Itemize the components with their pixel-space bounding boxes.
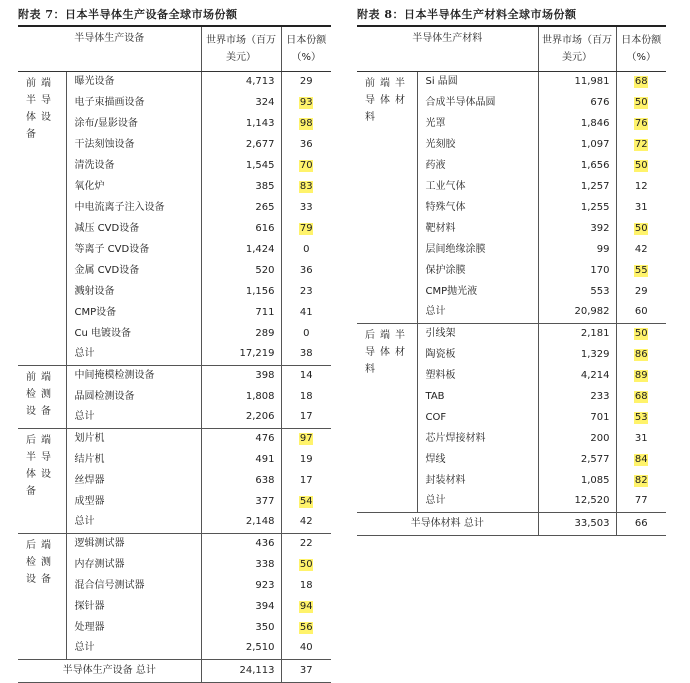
table-row [18,71,331,92]
market-value: 4,713 [201,71,281,92]
item-name: 减压 CVD设备 [66,218,201,239]
market-value: 520 [201,260,281,281]
table7-header-item: 半导体生产设备 [18,27,201,71]
item-name: 中间掩模检测设备 [66,365,201,386]
market-value: 638 [201,470,281,491]
share-cell [616,428,666,449]
market-value: 20,982 [538,302,616,323]
share-value: 94 [299,600,313,612]
item-name: 中电流离子注入设备 [66,197,201,218]
share-value: 31 [634,201,648,213]
share-value: 54 [299,495,313,507]
item-name: 内存测试器 [66,554,201,575]
market-value: 1,097 [538,134,616,155]
share-value: 68 [634,75,648,87]
share-value: 17 [299,411,313,423]
market-value: 1,255 [538,197,616,218]
table7-header-share: 日本份额（%） [281,27,331,71]
share-value: 50 [634,159,648,171]
market-value: 476 [201,428,281,449]
category-cell: 后端半导体材料 [357,323,417,512]
market-value: 392 [538,218,616,239]
item-name: 总计 [66,512,201,533]
share-cell [281,71,331,92]
share-cell [616,92,666,113]
share-value: 18 [299,579,313,591]
share-value: 72 [634,138,648,150]
item-name: Cu 电镀设备 [66,323,201,344]
market-value: 2,206 [201,407,281,428]
share-cell [281,176,331,197]
table7-header-market: 世界市场（百万美元） [201,27,281,71]
item-name: 成型器 [66,491,201,512]
grand-total-market: 33,503 [538,512,616,535]
market-value: 2,148 [201,512,281,533]
share-cell [281,638,331,659]
item-name: CMP设备 [66,302,201,323]
table-row [18,365,331,386]
share-value: 29 [299,75,313,87]
share-value: 82 [634,474,648,486]
share-value: 41 [299,306,313,318]
category-cell: 后端半导体设备 [18,428,66,533]
market-value: 1,545 [201,155,281,176]
share-cell [281,512,331,533]
share-cell [281,302,331,323]
grand-total-label: 半导体材料 总计 [357,512,538,535]
item-name: 特殊气体 [417,197,538,218]
market-value: 2,577 [538,449,616,470]
share-cell [281,533,331,554]
table7-header-row [18,27,331,71]
share-value: 0 [303,243,310,255]
table8-header-item: 半导体生产材料 [357,27,538,71]
share-value: 55 [634,264,648,276]
item-name: 光刻胶 [417,134,538,155]
share-value: 42 [634,243,648,255]
share-value: 53 [634,411,648,423]
table-row [357,71,666,92]
share-cell [616,176,666,197]
share-value: 14 [299,369,313,381]
market-value: 200 [538,428,616,449]
share-cell [616,386,666,407]
item-name: 合成半导体晶圆 [417,92,538,113]
share-cell [616,113,666,134]
market-value: 12,520 [538,491,616,512]
item-name: 干法刻蚀设备 [66,134,201,155]
table-row [18,428,331,449]
share-value: 36 [299,138,313,150]
item-name: TAB [417,386,538,407]
share-cell [281,113,331,134]
item-name: 芯片焊接材料 [417,428,538,449]
share-value: 77 [634,495,648,507]
table8-header-share: 日本份额（%） [616,27,666,71]
share-value: 12 [634,180,648,192]
market-value: 1,656 [538,155,616,176]
grand-total-label: 半导体生产设备 总计 [18,659,201,682]
share-cell [616,470,666,491]
item-name: 工业气体 [417,176,538,197]
share-value: 33 [299,201,313,213]
share-value: 56 [299,621,313,633]
market-value: 11,981 [538,71,616,92]
grand-total-share: 66 [616,512,666,535]
table7 [18,27,331,683]
item-name: 药液 [417,155,538,176]
share-value: 38 [299,348,313,360]
share-cell [616,344,666,365]
grand-total-row [18,659,331,682]
table8-header-market: 世界市场（百万美元） [538,27,616,71]
market-value: 1,257 [538,176,616,197]
share-cell [616,260,666,281]
market-value: 1,808 [201,386,281,407]
item-name: 电子束描画设备 [66,92,201,113]
share-cell [616,281,666,302]
market-value: 701 [538,407,616,428]
table8-header-row [357,27,666,71]
share-cell [616,302,666,323]
share-value: 89 [634,369,648,381]
share-cell [616,491,666,512]
grand-total-share: 37 [281,659,331,682]
market-value: 676 [538,92,616,113]
item-name: 光罩 [417,113,538,134]
table-row [357,323,666,344]
share-value: 79 [299,222,313,234]
market-value: 711 [201,302,281,323]
item-name: 逻辑测试器 [66,533,201,554]
share-cell [281,554,331,575]
market-value: 233 [538,386,616,407]
share-cell [616,218,666,239]
share-cell [281,155,331,176]
share-cell [281,407,331,428]
table7-body [18,71,331,682]
category-cell: 后端检测设备 [18,533,66,659]
market-value: 1,329 [538,344,616,365]
category-cell: 前端检测设备 [18,365,66,428]
share-cell [616,449,666,470]
item-name: 丝焊器 [66,470,201,491]
share-value: 93 [299,96,313,108]
share-cell [281,470,331,491]
market-value: 1,085 [538,470,616,491]
market-value: 350 [201,617,281,638]
share-value: 76 [634,117,648,129]
item-name: 层间绝缘涂膜 [417,239,538,260]
item-name: 涂布/显影设备 [66,113,201,134]
share-value: 36 [299,264,313,276]
market-value: 553 [538,281,616,302]
share-value: 17 [299,474,313,486]
share-value: 19 [299,453,313,465]
share-value: 50 [634,96,648,108]
share-cell [281,449,331,470]
share-value: 22 [299,537,313,549]
share-value: 50 [634,327,648,339]
item-name: 陶瓷板 [417,344,538,365]
item-name: 靶材料 [417,218,538,239]
item-name: 焊线 [417,449,538,470]
share-cell [616,323,666,344]
share-value: 98 [299,117,313,129]
item-name: 等离子 CVD设备 [66,239,201,260]
market-value: 338 [201,554,281,575]
market-value: 2,677 [201,134,281,155]
share-cell [616,365,666,386]
grand-total-market: 24,113 [201,659,281,682]
share-cell [616,134,666,155]
share-value: 50 [634,222,648,234]
share-cell [281,260,331,281]
share-cell [616,71,666,92]
share-value: 70 [299,159,313,171]
item-name: 溅射设备 [66,281,201,302]
market-value: 1,846 [538,113,616,134]
share-cell [281,575,331,596]
item-name: 探针器 [66,596,201,617]
market-value: 616 [201,218,281,239]
share-cell [616,155,666,176]
item-name: 总计 [66,638,201,659]
market-value: 1,424 [201,239,281,260]
item-name: 结片机 [66,449,201,470]
share-value: 84 [634,453,648,465]
item-name: 晶圆检测设备 [66,386,201,407]
market-value: 491 [201,449,281,470]
table8-title: 附表 8：日本半导体生产材料全球市场份额 [357,8,577,21]
market-value: 385 [201,176,281,197]
share-value: 97 [299,432,313,444]
share-value: 86 [634,348,648,360]
share-cell [281,239,331,260]
share-cell [616,239,666,260]
item-name: 氧化炉 [66,176,201,197]
item-name: 曝光设备 [66,71,201,92]
share-cell [616,197,666,218]
market-value: 170 [538,260,616,281]
grand-total-row [357,512,666,535]
item-name: 金属 CVD设备 [66,260,201,281]
item-name: COF [417,407,538,428]
market-value: 1,156 [201,281,281,302]
share-value: 60 [634,306,648,318]
share-cell [616,407,666,428]
market-value: 436 [201,533,281,554]
item-name: 划片机 [66,428,201,449]
share-value: 42 [299,516,313,528]
item-name: 总计 [66,344,201,365]
share-cell [281,134,331,155]
table7-title: 附表 7：日本半导体生产设备全球市场份额 [18,8,238,21]
market-value: 265 [201,197,281,218]
market-value: 17,219 [201,344,281,365]
share-cell [281,596,331,617]
market-value: 923 [201,575,281,596]
share-value: 68 [634,390,648,402]
item-name: 塑料板 [417,365,538,386]
share-cell [281,365,331,386]
share-cell [281,344,331,365]
share-value: 40 [299,642,313,654]
share-cell [281,197,331,218]
market-value: 4,214 [538,365,616,386]
share-cell [281,617,331,638]
item-name: 总计 [66,407,201,428]
share-cell [281,428,331,449]
share-cell [281,323,331,344]
market-value: 1,143 [201,113,281,134]
share-value: 29 [634,285,648,297]
item-name: 清洗设备 [66,155,201,176]
share-value: 23 [299,285,313,297]
item-name: Si 晶圆 [417,71,538,92]
share-cell [281,386,331,407]
market-value: 377 [201,491,281,512]
category-cell: 前端半导体设备 [18,71,66,365]
share-cell [281,491,331,512]
category-cell: 前端半导体材料 [357,71,417,323]
item-name: 混合信号测试器 [66,575,201,596]
item-name: 总计 [417,302,538,323]
item-name: 总计 [417,491,538,512]
share-value: 83 [299,180,313,192]
table8-body [357,71,666,535]
table8 [357,27,666,536]
share-cell [281,218,331,239]
market-value: 2,510 [201,638,281,659]
item-name: 保护涂膜 [417,260,538,281]
item-name: CMP抛光液 [417,281,538,302]
share-value: 31 [634,432,648,444]
share-cell [281,281,331,302]
market-value: 289 [201,323,281,344]
table-row [18,533,331,554]
market-value: 2,181 [538,323,616,344]
market-value: 394 [201,596,281,617]
market-value: 99 [538,239,616,260]
share-value: 18 [299,390,313,402]
item-name: 封装材料 [417,470,538,491]
share-value: 0 [303,327,310,339]
item-name: 处理器 [66,617,201,638]
item-name: 引线架 [417,323,538,344]
market-value: 324 [201,92,281,113]
market-value: 398 [201,365,281,386]
share-value: 50 [299,558,313,570]
share-cell [281,92,331,113]
